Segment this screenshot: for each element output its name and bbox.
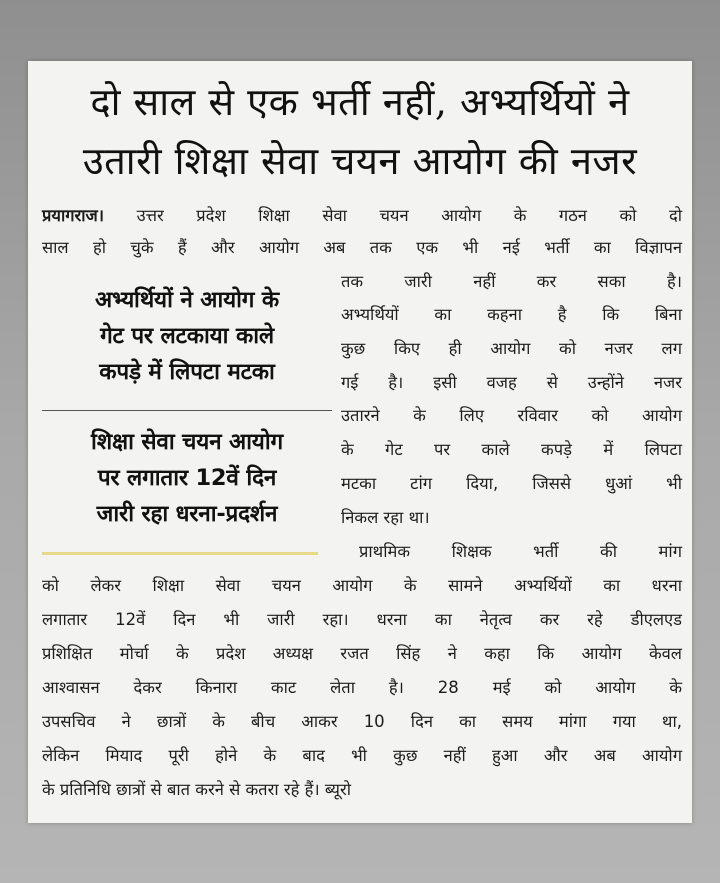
column-line: उतारने के लिए रविवार को आयोग [341, 406, 682, 425]
newspaper-clipping [28, 61, 692, 823]
para2-first-line: प्राथमिक शिक्षक भर्ती की मांग [359, 542, 682, 561]
para2-line: आश्वासन देकर किनारा काट लेता है। 28 मई को आयोग के [42, 678, 682, 697]
section-rule [42, 552, 318, 555]
subhead-1-line-1: अभ्यर्थियों ने आयोग के [95, 287, 279, 313]
dateline: प्रयागराज। [42, 206, 105, 225]
subhead-divider [42, 410, 332, 411]
column-line: गई है। इसी वजह से उन्होंने नजर [341, 373, 682, 392]
para2-line: लेकिन मियाद पूरी होने के बाद भी कुछ नहीं हुआ और अब आयोग [42, 746, 682, 765]
subhead-1-line-2: गेट पर लटकाया काले [100, 323, 274, 349]
subhead-2-line-3: जारी रहा धरना-प्रदर्शन [96, 501, 278, 527]
column-line: तक जारी नहीं कर सका है। [341, 272, 682, 291]
para2-line: को लेकर शिक्षा सेवा चयन आयोग के सामने अभ्यर्थियों का धरना [42, 576, 682, 595]
column-line: अभ्यर्थियों का कहना है कि बिना [341, 305, 682, 324]
headline-line-1: दो साल से एक भर्ती नहीं, अभ्यर्थियों ने [90, 80, 630, 124]
subhead-1-line-3: कपड़े में लिपटा मटका [99, 359, 275, 385]
subhead-2-line-2: पर लगातार 12वें दिन [97, 465, 277, 491]
column-line: निकल रहा था। [341, 508, 430, 527]
intro-text-1: उत्तर प्रदेश शिक्षा सेवा चयन आयोग के गठन को दो [104, 206, 682, 225]
para2-line: लगातार 12वें दिन भी जारी रहा। धरना का नेतृत्व कर रहे डीएलएड [42, 610, 682, 629]
intro-line-2: साल हो चुके हैं और आयोग अब तक एक भी नई भर्ती का विज्ञापन [42, 238, 682, 257]
column-line: के गेट पर काले कपड़े में लिपटा [341, 440, 682, 459]
para2-line: उपसचिव ने छात्रों के बीच आकर 10 दिन का समय मांगा गया था, [42, 712, 682, 731]
para2-line: प्रशिक्षित मोर्चा के प्रदेश अध्यक्ष रजत सिंह ने कहा कि आयोग केवल [42, 644, 682, 663]
headline-line-2: उतारी शिक्षा सेवा चयन आयोग की नजर [82, 139, 638, 183]
intro-line-1 [42, 203, 682, 226]
column-line: कुछ किए ही आयोग को नजर लग [341, 339, 682, 358]
para2-line: के प्रतिनिधि छात्रों से बात करने से कतरा रहे हैं। ब्यूरो [42, 780, 351, 799]
subhead-2-line-1: शिक्षा सेवा चयन आयोग [91, 429, 283, 455]
column-line: मटका टांग दिया, जिससे धुआं भी [341, 474, 682, 493]
